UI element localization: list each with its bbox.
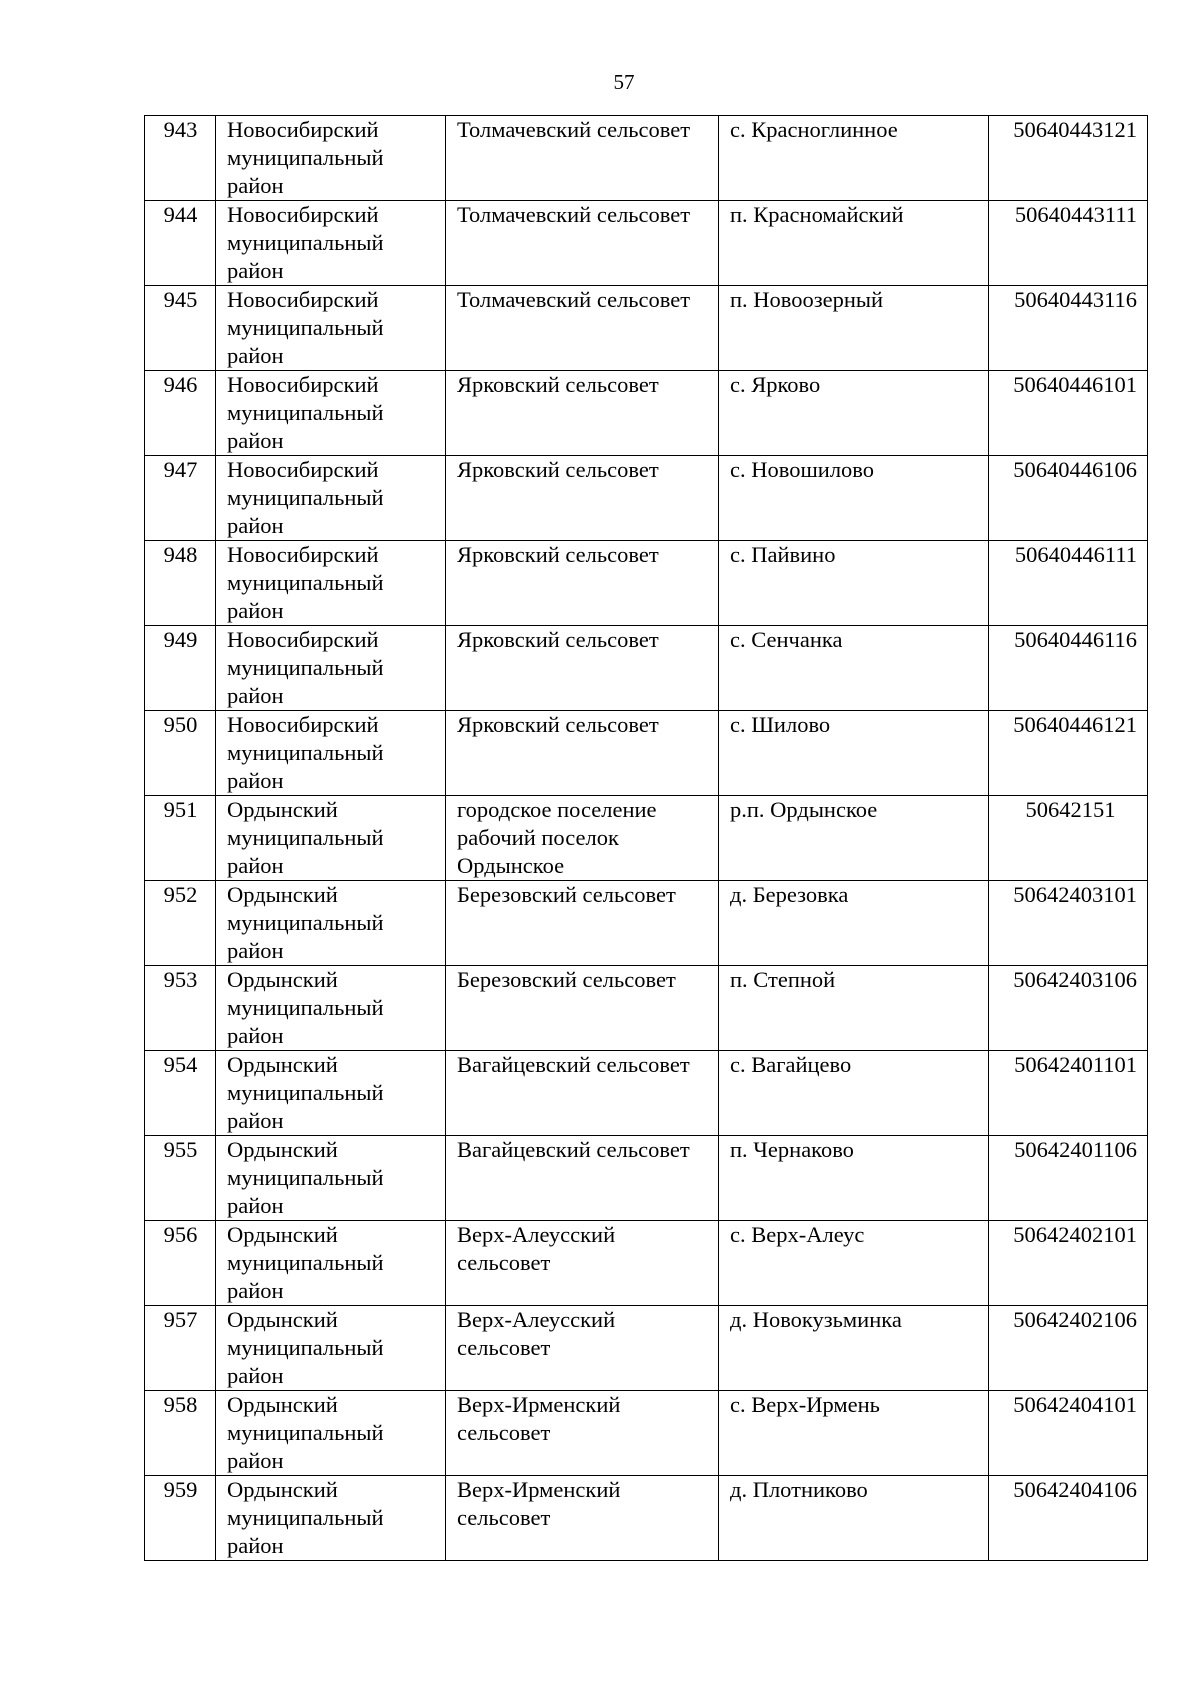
code-cell: 50642403106 [989, 966, 1148, 1051]
locality-cell: п. Степной [719, 966, 989, 1051]
council-cell: Ярковский сельсовет [446, 371, 719, 456]
table-row [145, 201, 1148, 286]
locality-cell: п. Красномайский [719, 201, 989, 286]
council-cell: Толмачевский сельсовет [446, 286, 719, 371]
row-number-cell: 948 [145, 541, 216, 626]
locality-cell: с. Пайвино [719, 541, 989, 626]
table-row [145, 371, 1148, 456]
district-cell: Новосибирский муниципальный район [216, 371, 446, 456]
council-cell: Ярковский сельсовет [446, 626, 719, 711]
locality-cell: с. Новошилово [719, 456, 989, 541]
code-cell: 50640446111 [989, 541, 1148, 626]
council-cell: Березовский сельсовет [446, 881, 719, 966]
council-cell: Толмачевский сельсовет [446, 201, 719, 286]
row-number-cell: 946 [145, 371, 216, 456]
district-cell: Ордынский муниципальный район [216, 966, 446, 1051]
district-cell: Новосибирский муниципальный район [216, 541, 446, 626]
row-number-cell: 945 [145, 286, 216, 371]
district-cell: Новосибирский муниципальный район [216, 626, 446, 711]
council-cell: Толмачевский сельсовет [446, 116, 719, 201]
table-row [145, 1051, 1148, 1136]
code-cell: 50642151 [989, 796, 1148, 881]
council-cell: Верх-Ирменский сельсовет [446, 1391, 719, 1476]
table-row [145, 966, 1148, 1051]
table-row [145, 286, 1148, 371]
district-cell: Ордынский муниципальный район [216, 1476, 446, 1561]
district-cell: Ордынский муниципальный район [216, 796, 446, 881]
settlements-table [144, 115, 1148, 1561]
table-row [145, 796, 1148, 881]
locality-cell: р.п. Ордынское [719, 796, 989, 881]
row-number-cell: 953 [145, 966, 216, 1051]
row-number-cell: 944 [145, 201, 216, 286]
code-cell: 50642402101 [989, 1221, 1148, 1306]
district-cell: Ордынский муниципальный район [216, 1306, 446, 1391]
locality-cell: д. Плотниково [719, 1476, 989, 1561]
table-row [145, 541, 1148, 626]
locality-cell: с. Верх-Алеус [719, 1221, 989, 1306]
row-number-cell: 955 [145, 1136, 216, 1221]
council-cell: Ярковский сельсовет [446, 541, 719, 626]
district-cell: Новосибирский муниципальный район [216, 201, 446, 286]
locality-cell: д. Новокузьминка [719, 1306, 989, 1391]
locality-cell: с. Красноглинное [719, 116, 989, 201]
council-cell: Вагайцевский сельсовет [446, 1051, 719, 1136]
locality-cell: п. Новоозерный [719, 286, 989, 371]
table-row [145, 881, 1148, 966]
code-cell: 50642404101 [989, 1391, 1148, 1476]
code-cell: 50642404106 [989, 1476, 1148, 1561]
council-cell: Ярковский сельсовет [446, 456, 719, 541]
row-number-cell: 956 [145, 1221, 216, 1306]
locality-cell: с. Сенчанка [719, 626, 989, 711]
district-cell: Ордынский муниципальный район [216, 881, 446, 966]
district-cell: Новосибирский муниципальный район [216, 116, 446, 201]
district-cell: Новосибирский муниципальный район [216, 711, 446, 796]
code-cell: 50642401106 [989, 1136, 1148, 1221]
code-cell: 50642403101 [989, 881, 1148, 966]
district-cell: Ордынский муниципальный район [216, 1221, 446, 1306]
table-row [145, 456, 1148, 541]
code-cell: 50640443121 [989, 116, 1148, 201]
council-cell: городское поселение рабочий поселок Ордынское [446, 796, 719, 881]
district-cell: Ордынский муниципальный район [216, 1136, 446, 1221]
table-row [145, 1391, 1148, 1476]
table-body [145, 116, 1148, 1561]
district-cell: Новосибирский муниципальный район [216, 456, 446, 541]
table-row [145, 711, 1148, 796]
council-cell: Верх-Алеусский сельсовет [446, 1221, 719, 1306]
district-cell: Ордынский муниципальный район [216, 1051, 446, 1136]
code-cell: 50642401101 [989, 1051, 1148, 1136]
page-number: 57 [613, 70, 635, 94]
row-number-cell: 952 [145, 881, 216, 966]
locality-cell: с. Вагайцево [719, 1051, 989, 1136]
row-number-cell: 943 [145, 116, 216, 201]
council-cell: Ярковский сельсовет [446, 711, 719, 796]
table-row [145, 1476, 1148, 1561]
locality-cell: с. Шилово [719, 711, 989, 796]
locality-cell: с. Ярково [719, 371, 989, 456]
row-number-cell: 950 [145, 711, 216, 796]
table-row [145, 626, 1148, 711]
row-number-cell: 958 [145, 1391, 216, 1476]
code-cell: 50640446121 [989, 711, 1148, 796]
code-cell: 50640446116 [989, 626, 1148, 711]
row-number-cell: 959 [145, 1476, 216, 1561]
locality-cell: п. Чернаково [719, 1136, 989, 1221]
table-row [145, 1306, 1148, 1391]
row-number-cell: 954 [145, 1051, 216, 1136]
row-number-cell: 951 [145, 796, 216, 881]
code-cell: 50640443111 [989, 201, 1148, 286]
table-row [145, 116, 1148, 201]
locality-cell: с. Верх-Ирмень [719, 1391, 989, 1476]
council-cell: Верх-Алеусский сельсовет [446, 1306, 719, 1391]
code-cell: 50642402106 [989, 1306, 1148, 1391]
district-cell: Ордынский муниципальный район [216, 1391, 446, 1476]
row-number-cell: 957 [145, 1306, 216, 1391]
row-number-cell: 947 [145, 456, 216, 541]
code-cell: 50640446106 [989, 456, 1148, 541]
code-cell: 50640446101 [989, 371, 1148, 456]
council-cell: Верх-Ирменский сельсовет [446, 1476, 719, 1561]
locality-cell: д. Березовка [719, 881, 989, 966]
row-number-cell: 949 [145, 626, 216, 711]
council-cell: Березовский сельсовет [446, 966, 719, 1051]
table-row [145, 1136, 1148, 1221]
council-cell: Вагайцевский сельсовет [446, 1136, 719, 1221]
district-cell: Новосибирский муниципальный район [216, 286, 446, 371]
code-cell: 50640443116 [989, 286, 1148, 371]
table-row [145, 1221, 1148, 1306]
